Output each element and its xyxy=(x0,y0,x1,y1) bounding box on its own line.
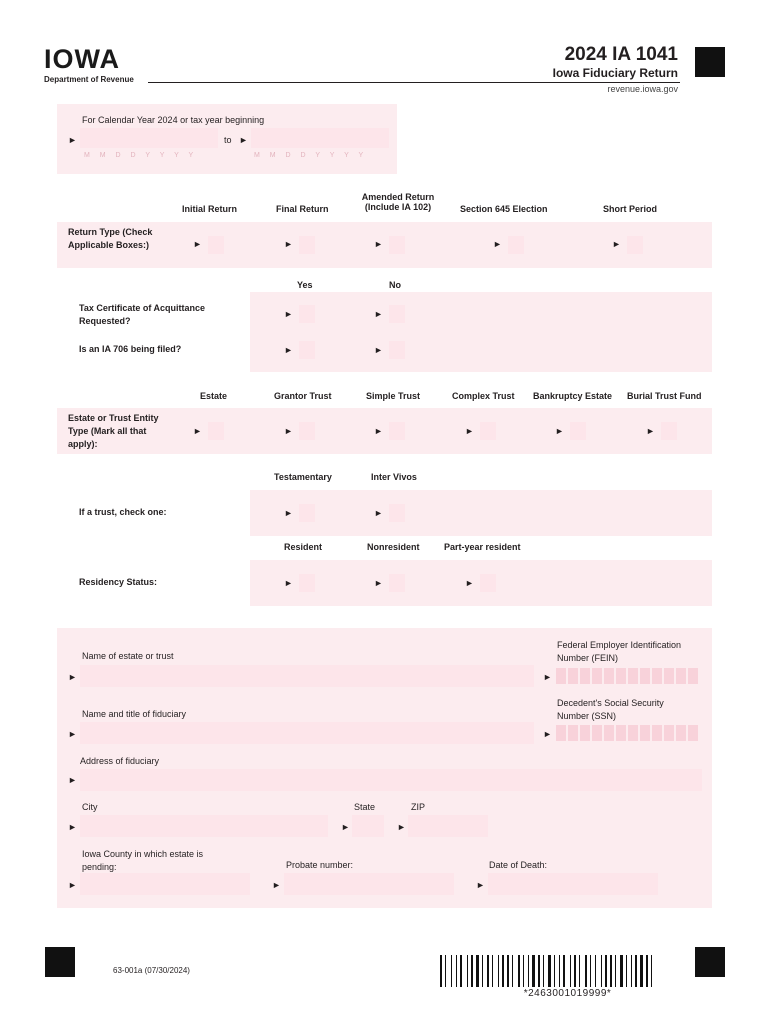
resident-checkbox[interactable] xyxy=(299,574,315,592)
zip-field[interactable] xyxy=(408,815,488,837)
arrow-icon: ► xyxy=(68,672,77,682)
date-of-death-field[interactable] xyxy=(488,873,658,895)
arrow-icon: ► xyxy=(68,880,77,890)
arrow-icon: ► xyxy=(465,578,474,588)
registration-mark-top-right xyxy=(695,47,725,77)
entity-grantor-trust: Grantor Trust xyxy=(274,391,332,401)
name-label: Name of estate or trust xyxy=(82,651,174,661)
section645-checkbox[interactable] xyxy=(508,236,524,254)
arrow-icon: ► xyxy=(284,426,293,436)
entity-estate: Estate xyxy=(200,391,228,401)
arrow-icon: ► xyxy=(68,822,77,832)
fein-label: Federal Employer Identification Number (FEIN) xyxy=(557,640,682,663)
no-header: No xyxy=(389,280,401,290)
arrow-icon: ► xyxy=(284,239,293,249)
arrow-icon: ► xyxy=(543,672,552,682)
probate-number-field[interactable] xyxy=(284,873,454,895)
entity-simple-trust: Simple Trust xyxy=(366,391,421,401)
arrow-icon: ► xyxy=(284,309,293,319)
ia706-yes-checkbox[interactable] xyxy=(299,341,315,359)
simple-trust-checkbox[interactable] xyxy=(389,422,405,440)
state-field[interactable] xyxy=(352,815,384,837)
arrow-icon: ► xyxy=(68,135,77,145)
arrow-icon: ► xyxy=(374,578,383,588)
arrow-icon: ► xyxy=(68,775,77,785)
testamentary-checkbox[interactable] xyxy=(299,504,315,522)
amended-return-checkbox[interactable] xyxy=(389,236,405,254)
residency-part-year: Part-year resident xyxy=(444,542,521,552)
entity-bankruptcy-estate: Bankruptcy Estate xyxy=(533,391,613,401)
date-format-hint: M M D D Y Y Y Y xyxy=(254,152,368,159)
entity-burial-trust: Burial Trust Fund xyxy=(627,391,702,401)
acquittance-question: Tax Certificate of Acquittance Requested? xyxy=(79,303,206,326)
fiduciary-name-field[interactable] xyxy=(80,722,534,744)
arrow-icon: ► xyxy=(284,345,293,355)
arrow-icon: ► xyxy=(397,822,406,832)
yes-no-panel xyxy=(250,292,712,372)
form-subtitle: Iowa Fiduciary Return xyxy=(552,66,678,80)
registration-mark-bottom-left xyxy=(45,947,75,977)
residency-resident: Resident xyxy=(284,542,323,552)
estate-name-field[interactable] xyxy=(80,665,534,687)
iowa-logo xyxy=(44,44,120,75)
tax-year-end-field[interactable] xyxy=(251,128,389,148)
barcode-text: *2463001019999* xyxy=(523,988,612,999)
arrow-icon: ► xyxy=(193,426,202,436)
entity-type-label: Estate or Trust Entity Type (Mark all that apply): xyxy=(68,413,159,449)
arrow-icon: ► xyxy=(465,426,474,436)
to-label: to xyxy=(224,135,232,145)
arrow-icon: ► xyxy=(374,239,383,249)
arrow-icon: ► xyxy=(68,729,77,739)
trust-inter-vivos: Inter Vivos xyxy=(371,472,417,482)
arrow-icon: ► xyxy=(476,880,485,890)
acquittance-no-checkbox[interactable] xyxy=(389,305,405,323)
residency-nonresident: Nonresident xyxy=(367,542,420,552)
return-type-section645: Section 645 Election xyxy=(460,204,548,214)
arrow-icon: ► xyxy=(543,729,552,739)
part-year-checkbox[interactable] xyxy=(480,574,496,592)
return-type-amended: Amended Return (Include IA 102) xyxy=(361,192,435,212)
ssn-label: Decedent's Social Security Number (SSN) xyxy=(557,698,664,721)
death-date-label: Date of Death: xyxy=(489,860,548,870)
zip-label: ZIP xyxy=(411,802,426,812)
complex-trust-checkbox[interactable] xyxy=(480,422,496,440)
entity-complex-trust: Complex Trust xyxy=(452,391,515,401)
arrow-icon: ► xyxy=(374,345,383,355)
arrow-icon: ► xyxy=(612,239,621,249)
arrow-icon: ► xyxy=(646,426,655,436)
ssn-field[interactable] xyxy=(556,725,702,743)
yes-header: Yes xyxy=(297,280,313,290)
trust-type-panel xyxy=(250,490,712,536)
registration-mark-bottom-right xyxy=(695,947,725,977)
burial-trust-checkbox[interactable] xyxy=(661,422,677,440)
form-title: 2024 IA 1041 xyxy=(564,44,678,65)
bankruptcy-estate-checkbox[interactable] xyxy=(570,422,586,440)
arrow-icon: ► xyxy=(555,426,564,436)
address-label: Address of fiduciary xyxy=(80,756,160,766)
estate-checkbox[interactable] xyxy=(208,422,224,440)
trust-testamentary: Testamentary xyxy=(274,472,332,482)
arrow-icon: ► xyxy=(374,426,383,436)
nonresident-checkbox[interactable] xyxy=(389,574,405,592)
fiduciary-address-field[interactable] xyxy=(80,769,702,791)
form-code: 63-001a (07/30/2024) xyxy=(113,966,190,975)
city-field[interactable] xyxy=(80,815,328,837)
return-type-initial: Initial Return xyxy=(182,204,238,214)
logo-text: IOWA xyxy=(44,44,120,74)
ia706-question: Is an IA 706 being filed? xyxy=(79,344,182,354)
date-format-hint: M M D D Y Y Y Y xyxy=(84,152,198,159)
barcode xyxy=(440,955,695,987)
tax-year-label: For Calendar Year 2024 or tax year beginning xyxy=(82,115,265,125)
grantor-trust-checkbox[interactable] xyxy=(299,422,315,440)
probate-label: Probate number: xyxy=(286,860,354,870)
arrow-icon: ► xyxy=(284,578,293,588)
inter-vivos-checkbox[interactable] xyxy=(389,504,405,522)
residency-label: Residency Status: xyxy=(79,577,158,587)
trust-type-label: If a trust, check one: xyxy=(79,507,167,517)
arrow-icon: ► xyxy=(374,309,383,319)
city-label: City xyxy=(82,802,98,812)
final-return-checkbox[interactable] xyxy=(299,236,315,254)
arrow-icon: ► xyxy=(374,508,383,518)
short-period-checkbox[interactable] xyxy=(627,236,643,254)
county-field[interactable] xyxy=(80,873,250,895)
initial-return-checkbox[interactable] xyxy=(208,236,224,254)
return-type-final: Final Return xyxy=(276,204,329,214)
state-label: State xyxy=(354,802,376,812)
return-type-label: Return Type (Check Applicable Boxes:) xyxy=(68,227,153,250)
arrow-icon: ► xyxy=(272,880,281,890)
header-rule xyxy=(148,82,680,83)
ia706-no-checkbox[interactable] xyxy=(389,341,405,359)
fiduciary-label: Name and title of fiduciary xyxy=(82,709,187,719)
return-type-short-period: Short Period xyxy=(603,204,658,214)
arrow-icon: ► xyxy=(284,508,293,518)
arrow-icon: ► xyxy=(193,239,202,249)
acquittance-yes-checkbox[interactable] xyxy=(299,305,315,323)
fein-field[interactable] xyxy=(556,668,702,686)
tax-year-begin-field[interactable] xyxy=(80,128,218,148)
county-label: Iowa County in which estate is pending: xyxy=(82,849,204,872)
arrow-icon: ► xyxy=(341,822,350,832)
arrow-icon: ► xyxy=(239,135,248,145)
website: revenue.iowa.gov xyxy=(607,84,678,94)
department-name: Department of Revenue xyxy=(44,75,134,84)
arrow-icon: ► xyxy=(493,239,502,249)
